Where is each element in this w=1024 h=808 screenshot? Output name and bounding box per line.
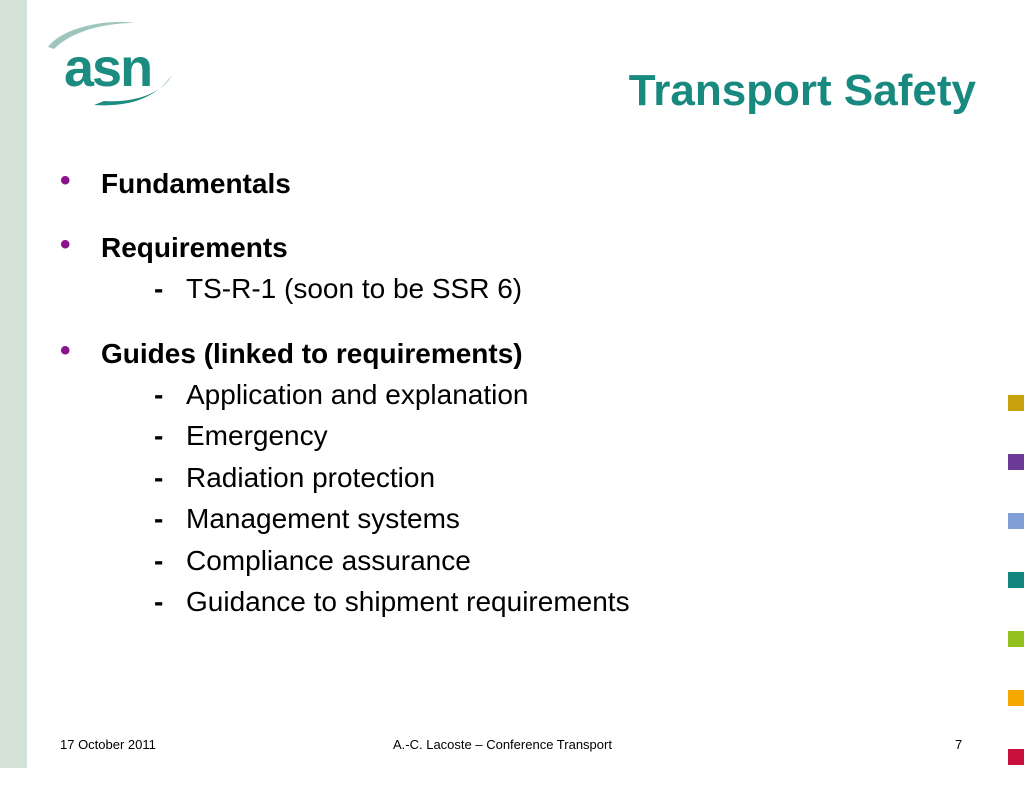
color-square [1008,395,1024,411]
dash-icon: - [154,544,164,576]
sub-item-label: TS-R-1 (soon to be SSR 6) [186,273,523,304]
asn-logo [44,17,178,112]
logo-text: asn [64,38,152,98]
sub-item [101,540,960,582]
dash-icon: - [154,503,164,534]
dash-icon: - [154,461,164,493]
color-square [1008,572,1024,588]
bullet-dot-icon: • [60,333,71,367]
color-square [1008,513,1024,529]
bullet-label: Requirements [101,232,288,263]
color-squares [1008,395,1024,808]
footer-center: A.-C. Lacoste – Conference Transport [393,737,612,752]
bullet-label: Guides (linked to requirements) [101,337,523,369]
sub-list [101,268,960,310]
color-square [1008,749,1024,765]
dash-icon: - [154,586,164,617]
sub-item-label: Emergency [186,420,328,451]
bullet-item [60,164,960,204]
sub-item [101,498,960,540]
footer-page-number: 7 [955,737,963,752]
sub-item-label: Management systems [186,503,460,534]
footer-date: 17 October 2011 [60,737,156,752]
bullet-label: Fundamentals [101,168,291,199]
dash-icon: - [154,378,164,410]
sub-item [101,268,960,310]
sub-item [101,415,960,457]
color-square [1008,690,1024,706]
sub-item [101,457,960,499]
sub-list [101,374,960,623]
sub-item-label: Guidance to shipment requirements [186,586,630,617]
sub-item [101,374,960,416]
color-square [1008,631,1024,647]
bullet-dot-icon: • [60,164,71,197]
left-band [0,0,27,768]
bullet-item [60,334,960,623]
sub-item-label: Compliance assurance [186,544,471,576]
page-title: Transport Safety [628,66,976,115]
sub-item-label: Radiation protection [186,461,436,493]
sub-item-label: Application and explanation [186,378,529,410]
sub-item [101,581,960,623]
dash-icon: - [154,273,164,304]
bullet-dot-icon: • [60,228,71,261]
bullet-list [60,164,960,623]
bullet-item [60,228,960,310]
dash-icon: - [154,420,164,451]
color-square [1008,454,1024,470]
